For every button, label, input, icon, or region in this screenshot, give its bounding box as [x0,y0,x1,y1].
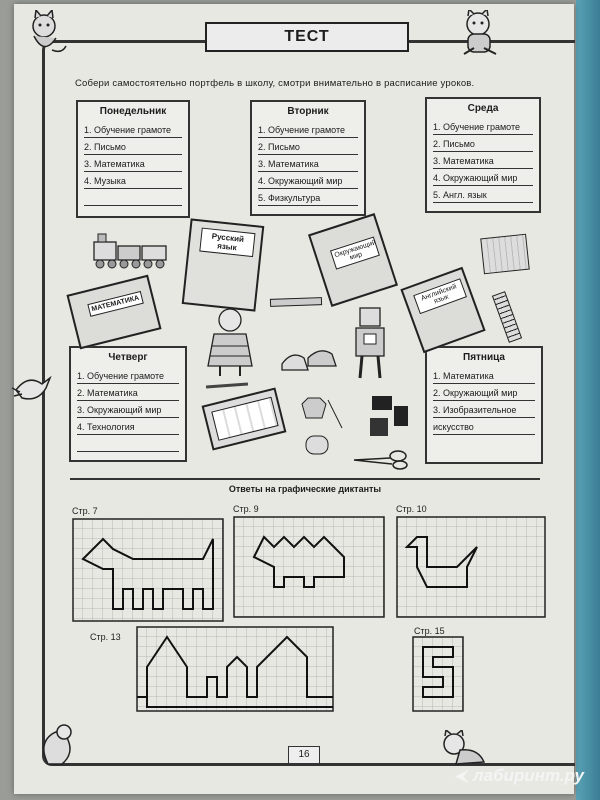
schedule-day: Понедельник [99,106,167,117]
schedule-item: 4. Окружающий мир [258,172,358,189]
schedule-day: Пятница [463,352,505,363]
schedule-item: 1. Обучение грамоте [258,121,358,138]
toy-train-icon [92,232,170,272]
dictation-grid-p7 [72,518,224,622]
schedule-item: 3. Математика [84,155,182,172]
book-title-label: Русский язык [199,228,255,258]
book-title-label: Окружающий мир [330,236,380,269]
thread-spools-icon [360,392,416,450]
page-number: 16 [288,746,320,764]
book-russian-language [182,218,265,311]
sneakers-icon [278,344,342,380]
dictation-grid-p13 [136,626,334,712]
grid-label-p7: Стр. 7 [72,506,98,516]
task-instruction: Собери самостоятельно портфель в школу, смотри внимательно в расписание уроков. [75,78,475,89]
cat-illustration-top-right [456,10,506,58]
grid-label-p15: Стр. 15 [414,626,445,636]
schedule-thursday [69,346,187,462]
dictation-grid-p9 [233,516,385,618]
grid-label-p13: Стр. 13 [90,632,121,642]
schedule-item: искусство [433,418,535,435]
book-title-label: Английский язык [413,278,467,314]
dictation-grid-p15 [412,636,464,712]
schedule-item: 3. Изобразительное [433,401,535,418]
cat-illustration-bottom-right [436,730,488,770]
squirrel-illustration-bottom-left [38,718,78,768]
calculator-icon [480,234,530,275]
grid-label-p9: Стр. 9 [233,504,259,514]
schedule-item [84,189,182,206]
schedule-friday [425,346,543,464]
schedule-day: Четверг [108,352,148,363]
schedule-item [77,435,179,452]
sewing-kit-icon [298,396,348,466]
schedule-tuesday [250,100,366,216]
schedule-item: 1. Обучение грамоте [433,118,533,135]
schedule-item: 3. Окружающий мир [77,401,179,418]
schedule-item: 3. Математика [258,155,358,172]
schedule-item: 2. Письмо [84,138,182,155]
labirint-logo-icon [455,770,469,784]
doll-toy-icon [200,306,260,378]
schedule-day: Среда [467,103,499,114]
schedule-wednesday [425,97,541,213]
page-title: ТЕСТ [205,22,409,52]
cat-illustration-top-left [22,10,68,60]
schedule-item: 4. Музыка [84,172,182,189]
schedule-item: 3. Математика [433,152,533,169]
grid-label-p10: Стр. 10 [396,504,427,514]
schedule-item: 5. Англ. язык [433,186,533,203]
schedule-item: 2. Письмо [433,135,533,152]
schedule-item: 2. Письмо [258,138,358,155]
schedule-item: 2. Окружающий мир [433,384,535,401]
watermark-text: лабиринт.ру [473,766,584,785]
watermark [455,766,584,786]
answers-heading: Ответы на графические диктанты [228,484,382,494]
schedule-item: 4. Технология [77,418,179,435]
dictation-grid-p10 [396,516,546,618]
schedule-monday [76,100,190,218]
schedule-item: 1. Обучение грамоте [77,367,179,384]
schedule-item: 4. Окружающий мир [433,169,533,186]
schedule-item: 2. Математика [77,384,179,401]
scissors-icon [352,448,412,470]
schedule-item: 1. Математика [433,367,535,384]
schedule-item: 5. Физкультура [258,189,358,206]
schedule-day: Вторник [287,106,329,117]
bird-illustration-left [10,368,54,408]
section-divider [70,478,540,480]
robot-toy-icon [350,306,390,382]
schedule-item: 1. Обучение грамоте [84,121,182,138]
adjacent-page-edge [576,0,600,800]
book-title-label: МАТЕМАТИКА [87,291,143,317]
